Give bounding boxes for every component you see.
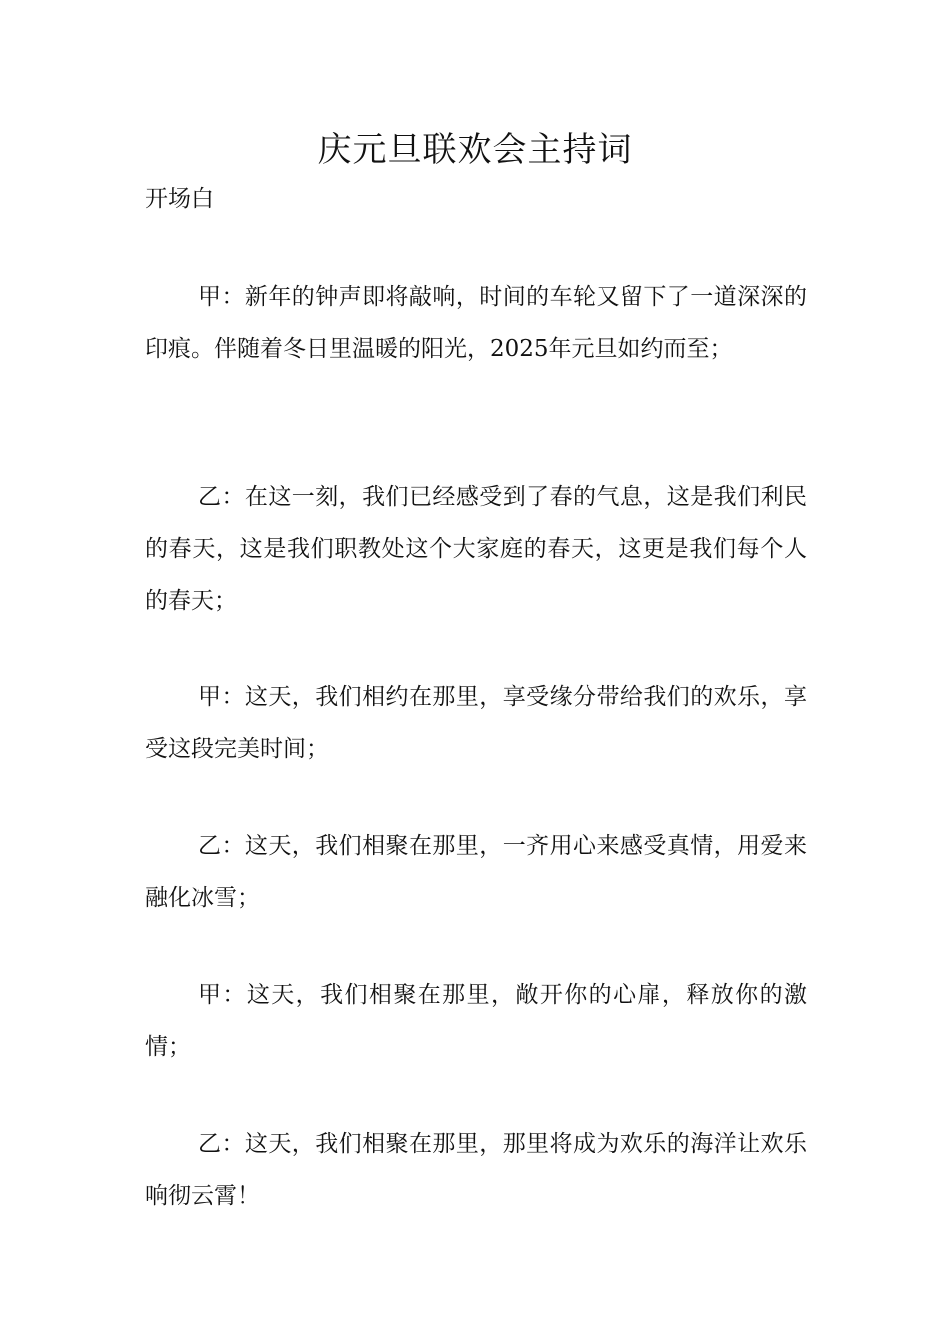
paragraph-2: 乙：在这一刻，我们已经感受到了春的气息，这是我们利民的春天，这是我们职教处这个大家庭的春天，这更是我们每个人的春天； [145,484,807,614]
paragraph-4: 乙：这天，我们相聚在那里，一齐用心来感受真情，用爱来融化冰雪； [145,833,807,911]
paragraph-5: 甲：这天，我们相聚在那里，敞开你的心扉，释放你的激情； [145,982,807,1060]
paragraph-6: 乙：这天，我们相聚在那里，那里将成为欢乐的海洋让欢乐响彻云霄！ [145,1131,807,1209]
paragraph-3: 甲：这天，我们相约在那里，享受缘分带给我们的欢乐，享受这段完美时间； [145,684,807,762]
section-label: 开场白 [145,186,214,212]
document-title: 庆元旦联欢会主持词 [317,130,633,170]
paragraph-1: 甲：新年的钟声即将敲响，时间的车轮又留下了一道深深的印痕。伴随着冬日里温暖的阳光，2025年元旦如约而至； [145,284,807,362]
